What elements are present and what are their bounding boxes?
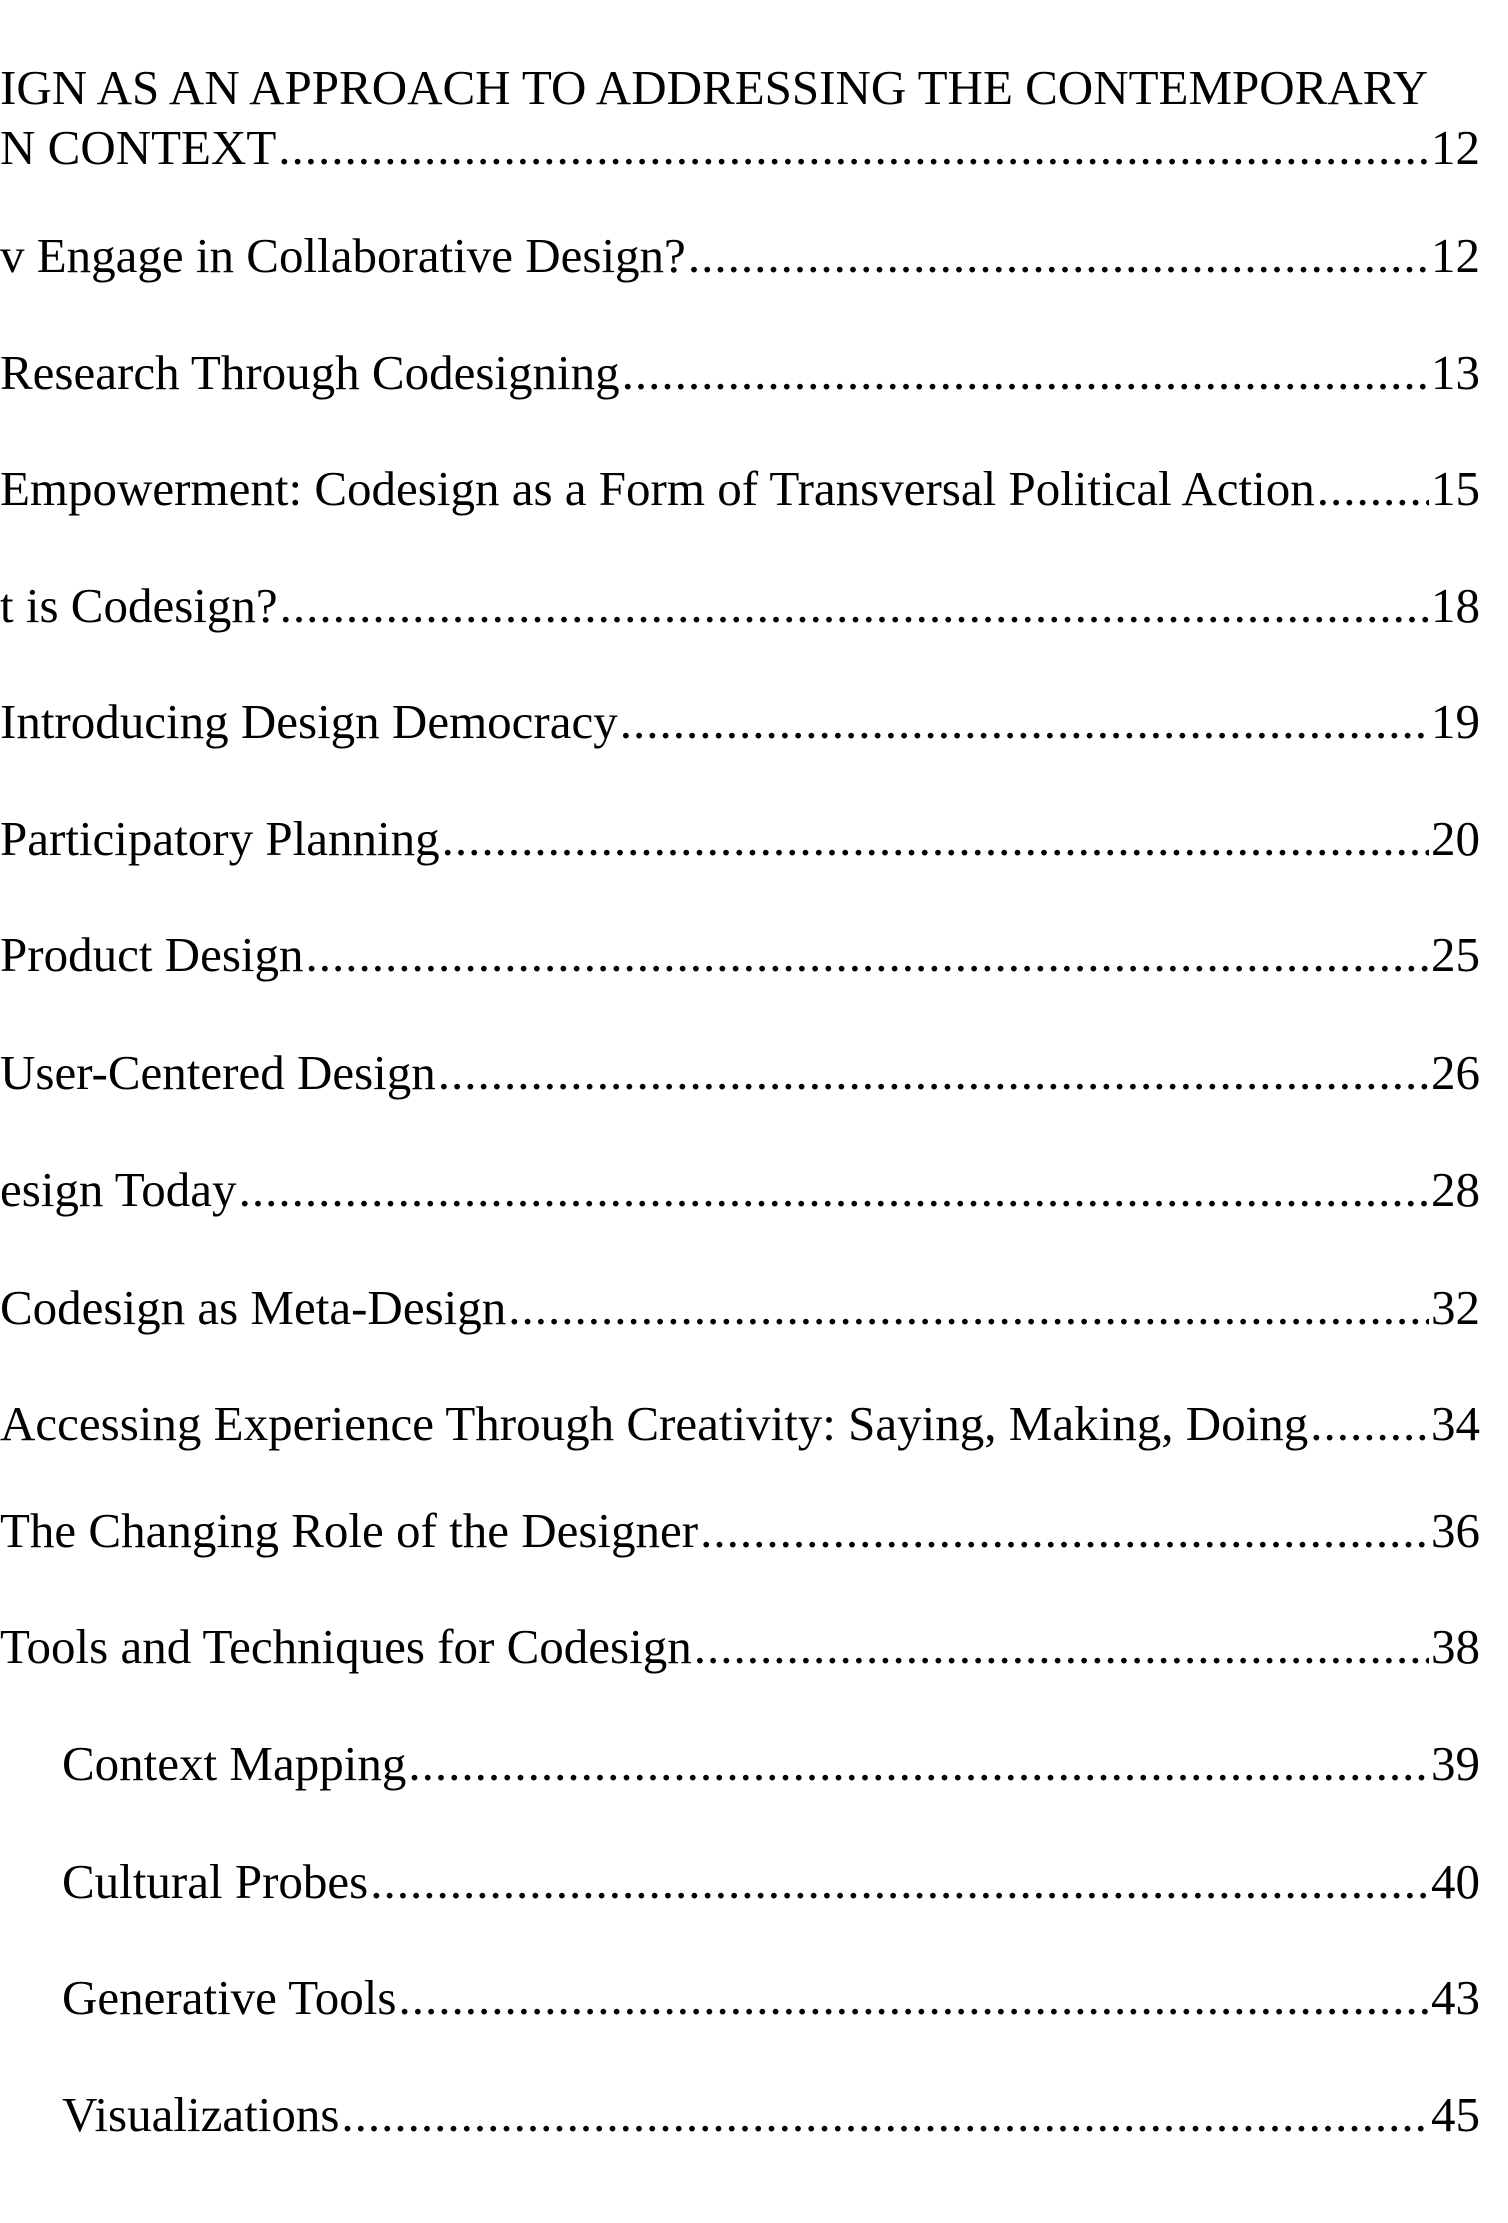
toc-entry-title: Cultural Probes [62,1854,369,1909]
toc-entry-page: 36 [1431,1503,1480,1558]
dot-leader [700,1501,1429,1561]
toc-entry[interactable] [0,1617,1480,1677]
toc-entry[interactable] [0,809,1480,869]
dot-leader [306,925,1430,985]
toc-entry[interactable] [0,925,1480,985]
toc-entry-title: Context Mapping [62,1736,407,1791]
toc-entry-title: N CONTEXT [0,120,277,175]
dot-leader [370,1852,1429,1912]
toc-entry[interactable] [0,692,1480,752]
dot-leader [1317,459,1429,519]
toc-entry[interactable] [0,226,1480,286]
toc-entry[interactable] [0,459,1480,519]
toc-entry-title: Codesign as Meta-Design [0,1280,507,1335]
toc-entry-title [0,226,686,286]
toc-entry-title: Participatory Planning [0,811,440,866]
toc-entry-page: 25 [1431,927,1480,982]
chapter-heading-line1: IGN AS AN APPROACH TO ADDRESSING THE CONTEMPORARY [0,60,1429,115]
toc-subentry[interactable] [0,2085,1480,2145]
toc-entry-page: 45 [1431,2087,1480,2142]
toc-entry-page: 28 [1431,1162,1480,1217]
dot-leader [694,1617,1429,1677]
toc-entry-page: 12 [1431,228,1480,283]
toc-entry[interactable] [0,1278,1480,1338]
dot-leader [688,226,1429,286]
dot-leader [1310,1394,1429,1454]
toc-entry-page: 20 [1431,811,1480,866]
toc-entry[interactable] [0,576,1480,636]
toc-entry-page: 32 [1431,1280,1480,1335]
toc-entry-title: Research Through Codesigning [0,345,620,400]
toc-entry-title: esign Today [0,1162,237,1217]
toc-entry-title: Product Design [0,927,304,982]
toc-entry-title: The Changing Role of the Designer [0,1503,699,1558]
dot-leader [620,692,1429,752]
toc-entry[interactable] [0,1394,1480,1454]
dot-leader [341,2085,1429,2145]
toc-entry[interactable] [0,343,1480,403]
toc-entry-title: Empowerment: Codesign as a Form of Transversal Political Action [0,461,1315,516]
toc-entry[interactable] [0,1043,1480,1103]
toc-entry-title: Visualizations [62,2087,340,2142]
toc-entry-chapter-heading[interactable] [0,118,1480,178]
dot-leader [280,576,1429,636]
dot-leader [239,1160,1429,1220]
toc-subentry[interactable] [0,1734,1480,1794]
toc-entry-title: Generative Tools [62,1970,397,2025]
toc-entry[interactable] [0,1160,1480,1220]
toc-entry-prefix: v [0,228,37,283]
toc-entry-page: 39 [1431,1736,1480,1791]
toc-entry-page: 40 [1431,1854,1480,1909]
toc-entry-title: Introducing Design Democracy [0,694,618,749]
toc-entry-page: 34 [1431,1396,1480,1451]
toc-entry[interactable] [0,1501,1480,1561]
toc-entry-page: 13 [1431,345,1480,400]
dot-leader [442,809,1429,869]
dot-leader [408,1734,1429,1794]
toc-entry-page: 18 [1431,578,1480,633]
dot-leader [508,1278,1429,1338]
toc-entry-page: 15 [1431,461,1480,516]
toc-entry-title-text: Engage in Collaborative Design? [36,228,686,283]
dot-leader [438,1043,1429,1103]
dot-leader [278,118,1429,178]
toc-entry-page: 38 [1431,1619,1480,1674]
toc-entry-title: User-Centered Design [0,1045,436,1100]
toc-subentry[interactable] [0,1852,1480,1912]
toc-entry-page: 43 [1431,1970,1480,2025]
toc-entry-title: t is Codesign? [0,578,278,633]
toc-subentry[interactable] [0,1968,1480,2028]
toc-entry-page: 19 [1431,694,1480,749]
toc-entry-page: 12 [1431,120,1480,175]
toc-entry-title: Tools and Techniques for Codesign [0,1619,692,1674]
toc-entry-page: 26 [1431,1045,1480,1100]
toc-entry-title: Accessing Experience Through Creativity: Saying, Making, Doing [0,1396,1309,1451]
dot-leader [398,1968,1429,2028]
dot-leader [622,343,1429,403]
